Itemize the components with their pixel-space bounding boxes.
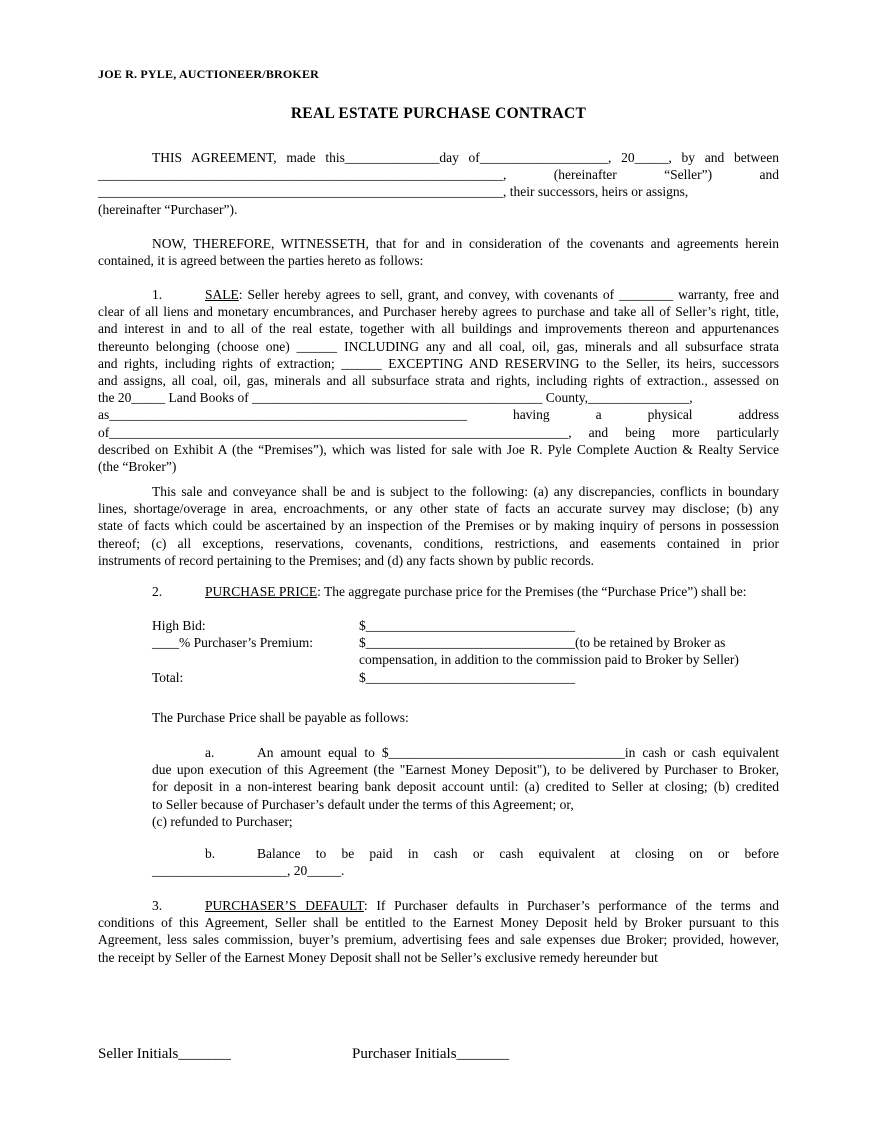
section-heading-rest: : The aggregate purchase price for the Premises (the “Purchase Price”) shall be: xyxy=(317,584,747,599)
item-letter: a. xyxy=(205,745,215,760)
section-3-line: the receipt by Seller of the Earnest Money Deposit shall not be Seller’s exclusive remedy hereunder but xyxy=(98,949,658,965)
section-3-heading-line xyxy=(98,897,779,914)
item-a-text: An amount equal to $___________________________________in cash or cash equivalent xyxy=(257,745,779,760)
section-heading: SALE xyxy=(205,287,239,302)
section-heading: PURCHASER’S DEFAULT xyxy=(205,898,364,913)
section-1-line: described on Exhibit A (the “Premises”), which was listed for sale with Joe R. Pyle Complete Auction & Realty Service xyxy=(98,441,779,457)
item-b-line: ____________________, 20_____. xyxy=(152,863,345,879)
price-note: compensation, in addition to the commission paid to Broker by Seller) xyxy=(359,652,739,668)
section-1-line: and assigns, all coal, oil, gas, minerals and all subsurface strata and rights, including rights of extraction., assessed on xyxy=(98,373,779,389)
price-label: High Bid: xyxy=(152,618,206,633)
section-1-line: clear of all liens and monetary encumbrances, and Purchaser hereby agrees to purchase and take all of Seller’s right, title, xyxy=(98,304,779,320)
subject-line: thereof; (c) all exceptions, reservations, covenants, conditions, restrictions, and easements contained in prior xyxy=(98,535,779,551)
section-1-heading-line xyxy=(98,286,779,303)
section-heading: PURCHASE PRICE xyxy=(205,584,318,599)
item-b-text: Balance to be paid in cash or cash equivalent at closing on or before xyxy=(257,846,779,861)
price-row-total xyxy=(152,669,779,686)
item-b-first-line xyxy=(152,845,779,862)
section-1-line: as_____________________________________________________ having a physical address xyxy=(98,407,779,423)
intro-line: ____________________________________________________________, (hereinafter “Seller”) and xyxy=(98,167,779,183)
price-value-blank: $_______________________________(to be retained by Broker as xyxy=(359,635,726,651)
seller-initials-blank: Seller Initials_______ xyxy=(98,1046,231,1062)
witnesseth-paragraph xyxy=(98,235,779,269)
purchaser-initials-blank: Purchaser Initials_______ xyxy=(352,1046,510,1062)
price-row-high-bid xyxy=(152,617,779,634)
section-1-line: of____________________________________________________________________, and being more particularly xyxy=(98,424,779,440)
witnesseth-line: contained, it is agreed between the parties hereto as follows: xyxy=(98,253,424,269)
initials-footer xyxy=(98,1046,779,1068)
section-2-purchase-price xyxy=(98,583,779,600)
price-label xyxy=(152,651,359,668)
witnesseth-line xyxy=(98,235,779,252)
intro-line xyxy=(98,149,779,166)
agreement-intro-paragraph xyxy=(98,149,779,218)
subject-line-text: This sale and conveyance shall be and is subject to the following: (a) any discrepancies, conflicts in boundary xyxy=(152,484,779,499)
price-label: ____% Purchaser’s Premium: xyxy=(152,635,313,651)
subject-line: instruments of record pertaining to the Premises; and (d) any facts shown by public records. xyxy=(98,552,594,568)
sale-subject-paragraph xyxy=(98,483,779,569)
section-3-purchasers-default xyxy=(98,897,779,966)
intro-line: ____________________________________________________________, their successors, heirs or assigns, xyxy=(98,184,689,200)
subject-line: lines, shortage/overage in area, encroachments, or any other state of facts an accurate survey may disclose; (b) any xyxy=(98,501,779,517)
section-1-line: thereunto belonging (choose one) ______ INCLUDING any and all coal, oil, gas, minerals and all subsurface strata xyxy=(98,338,779,354)
section-3-line: conditions of this Agreement, Seller shall be entitled to the Earnest Money Deposit held by Broker pursuant to this xyxy=(98,915,779,931)
price-row-premium xyxy=(152,634,779,651)
item-a-first-line xyxy=(152,744,779,761)
section-1-line: and rights, including rights of extraction; ______ EXCEPTING AND RESERVING to the Seller, its heirs, successors xyxy=(98,355,779,371)
section-1-line: and interest in and to all of the real estate, together with all buildings and improvements thereon and appurtenances xyxy=(98,321,779,337)
price-label: Total: xyxy=(152,669,184,685)
price-value-blank: $_______________________________ xyxy=(359,618,575,633)
payable-intro xyxy=(152,709,779,726)
section-number: 3. xyxy=(152,898,163,913)
section-1-line: the 20_____ Land Books of ___________________________________________ County,_______________, xyxy=(98,390,693,406)
price-value-blank: $_______________________________ xyxy=(359,669,575,685)
subject-line: state of facts which could be ascertained by an inspection of the Premises or by making inquiry of persons in possession xyxy=(98,518,779,534)
item-a-line: for deposit in a non-interest bearing bank deposit account until: (a) credited to Seller at closing; (b) credited xyxy=(152,779,779,795)
section-number: 2. xyxy=(152,584,163,599)
payment-item-a xyxy=(152,744,779,830)
payable-intro-line: The Purchase Price shall be payable as follows: xyxy=(152,710,409,725)
item-a-line: (c) refunded to Purchaser; xyxy=(152,813,293,829)
section-1-sale xyxy=(98,286,779,475)
broker-name: JOE R. PYLE, AUCTIONEER/BROKER xyxy=(98,67,320,81)
subject-line xyxy=(98,483,779,500)
section-heading-rest: : If Purchaser defaults in Purchaser’s performance of the terms and xyxy=(363,898,780,913)
intro-line-text: THIS AGREEMENT, made this______________day of___________________, 20_____, by and between xyxy=(152,150,779,165)
item-letter: b. xyxy=(205,846,216,861)
section-3-line: Agreement, less sales commission, buyer’s premium, advertising fees and sale expenses due Broker; provided, however, xyxy=(98,932,779,948)
purchase-price-table xyxy=(152,617,779,686)
section-heading-rest: : Seller hereby agrees to sell, grant, and convey, with covenants of ________ warranty, free and xyxy=(238,287,779,302)
price-row-premium-note xyxy=(152,651,779,668)
witnesseth-line-text: NOW, THEREFORE, WITNESSETH, that for and in consideration of the covenants and agreements herein xyxy=(152,236,779,251)
intro-line: (hereinafter “Purchaser”). xyxy=(98,201,238,217)
section-1-line: (the “Broker”) xyxy=(98,459,177,475)
page-title: REAL ESTATE PURCHASE CONTRACT xyxy=(290,105,587,122)
payment-item-b xyxy=(152,845,779,879)
item-a-line: due upon execution of this Agreement (the "Earnest Money Deposit"), to be delivered by Purchaser to Broker, xyxy=(152,762,779,778)
item-a-line: to Seller because of Purchaser’s default under the terms of this Agreement; or, xyxy=(152,796,574,812)
section-2-heading-line xyxy=(98,583,779,600)
section-number: 1. xyxy=(152,287,163,302)
